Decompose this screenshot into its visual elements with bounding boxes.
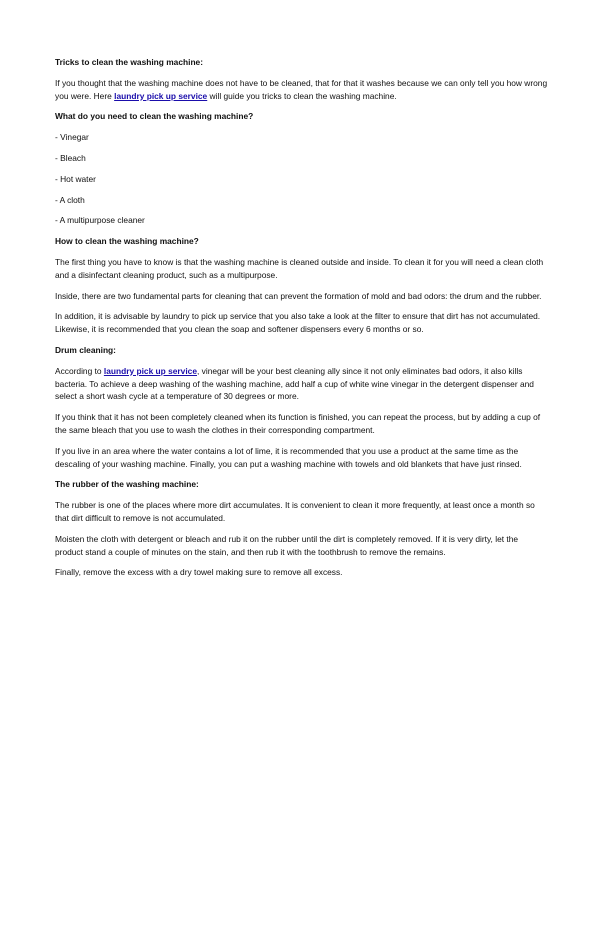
heading-drum-cleaning: Drum cleaning: [55,344,116,355]
paragraph-vinegar [55,365,548,403]
heading-tricks: Tricks to clean the washing machine: [55,57,204,67]
drum-text-start: According to [55,365,104,376]
list-item: - Vinegar [55,132,89,143]
heading-what-need: What do you need to clean the washing machine? [55,111,254,122]
paragraph-outside-inside: The first thing you have to know is that the washing machine is cleaned outside and inside. To clean it for you will need a clean cloth and a disinfectant cleaning product, such as a multipurpose. [55,256,544,280]
laundry-service-link-2[interactable]: laundry pick up service [103,365,197,376]
heading-rubber: The rubber of the washing machine: [55,479,199,490]
drum-text-end: , vinegar will be your best cleaning ally since it not only eliminates bad odors, it also kills bacteria. To achieve a deep washing of the washing machine, add half a cup of white wine vinegar in the detergent dispenser and select a short wash cycle at a temperature of 30 degrees or more. [55,365,534,402]
list-item: - Hot water [55,173,96,184]
paragraph-filter: In addition, it is advisable by laundry to pick up service that you also take a look at the filter to ensure that dirt has not accumulated. Likewise, it is recommended that you clean the soap and softener dispensers every 6 months or so. [55,311,541,335]
intro-text-start: If you thought that the washing machine does not have to be cleaned, that for that it washes because we can only tell you how wrong you were. Here [55,77,548,101]
list-item: - A cloth [55,194,85,205]
heading-how-clean: How to clean the washing machine? [55,236,199,247]
paragraph-dry-towel: Finally, remove the excess with a dry towel making sure to remove all excess. [55,567,343,578]
paragraph-drum-rubber: Inside, there are two fundamental parts for cleaning that can prevent the formation of mold and bad odors: the drum and the rubber. [55,290,542,301]
intro-paragraph [55,77,548,103]
paragraph-moisten: Moisten the cloth with detergent or bleach and rub it on the rubber until the dirt is completely removed. If it is very dirty, let the product stand a couple of minutes on the stain, and then rub it with the toothbrush to remove the remains. [55,533,519,557]
paragraph-repeat-bleach: If you think that it has not been completely cleaned when its function is finished, you can repeat the process, but by adding a cup of the same bleach that you use to wash the clothes in their corresponding compartment. [55,412,541,435]
list-item: - Bleach [55,152,86,163]
paragraph-rubber-dirt: The rubber is one of the places where more dirt accumulates. It is convenient to clean it more frequently, at least once a month so that dirt difficult to remove is not accumulated. [55,500,535,523]
laundry-service-link[interactable]: laundry pick up service [114,90,208,101]
paragraph-lime: If you live in an area where the water contains a lot of lime, it is recommended that you use a product at the same time as the descaling of your washing machine. Finally, you can put a washing machine with towels and old blankets that have just rinsed. [55,445,522,469]
list-item: - A multipurpose cleaner [55,215,145,226]
intro-text-end: will guide you tricks to clean the washing machine. [207,90,397,101]
